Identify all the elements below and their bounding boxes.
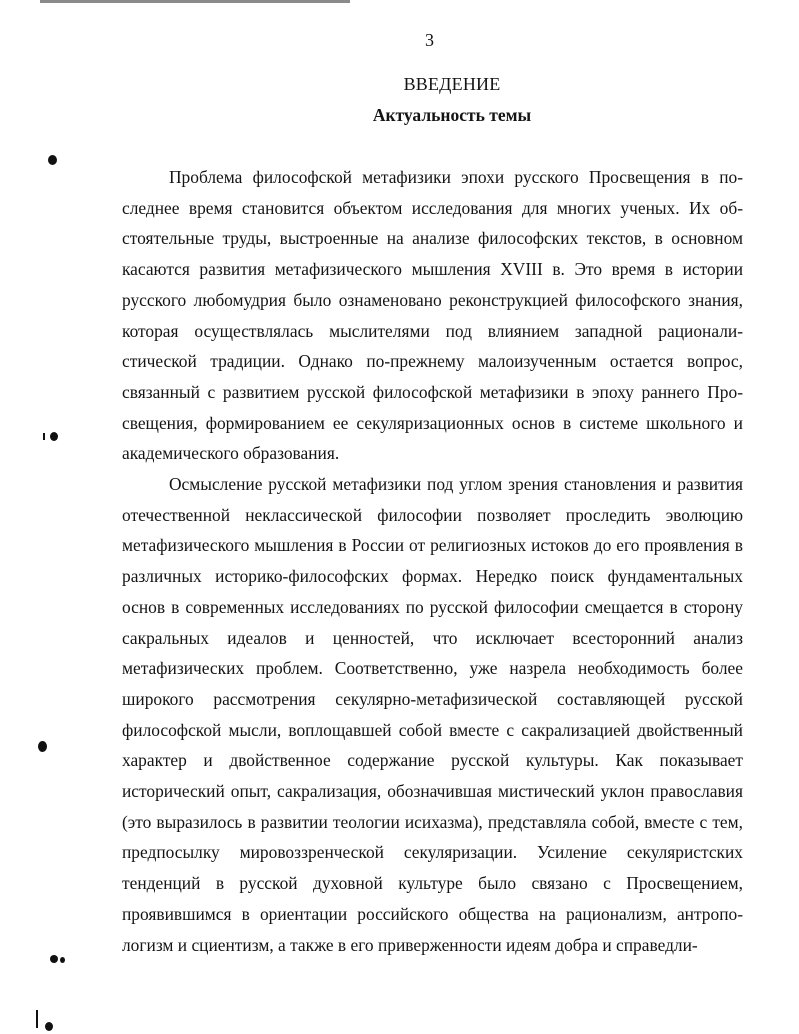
- paragraph-1: Проблема философской метафизики эпохи русского Просвещения в последнее время становится объектом исследования для многих ученых. Их обстоятельные труды, выстроенные на анализе философских текстов, в основном касаются развития метафизического мышления XVIII в. Это время в истории русского любомудрия было ознаменовано реконструкцией философского знания, которая осуществлялась мыслителями под влиянием западной рационалистической традиции. Однако по-прежнему малоизученным остается вопрос, связанный с развитием русской философской метафизики в эпоху раннего Просвещения, формированием ее секуляризационных основ в системе школьного и академического образования.: [122, 167, 743, 464]
- section-subtitle: Актуальность темы: [372, 105, 532, 125]
- binding-hole-mark: [50, 432, 58, 441]
- paragraph-2: Осмысление русской метафизики под углом зрения становления и развития отечественной неклассической философии позволяет проследить эволюцию метафизического мышления в России от религиозных истоков до его проявления в различных историко-философских формах. Нередко поиск фундаментальных основ в современных исследованиях по русской философии смещается в сторону сакральных идеалов и ценностей, что исключает всесторонний анализ метафизических проблем. Соответственно, уже назрела необходимость более широкого рассмотрения секулярно-метафизической составляющей русской философской мысли, воплощавшей собой вместе с сакрализацией двойственный характер и двойственное содержание русской культуры. Как показывает исторический опыт, сакрализация, обозначившая мистический уклон православия (это выразилось в развитии теологии исихазма), представляла собой, вместе с тем, предпосылку мировоззренческой секуляризации. Усиление секуляристских тенденций в русской духовной культуре было связано с Просвещением, проявившимся в ориентации российского общества на рационализм, антропологизм и сциентизм, а также в его приверженности идеям добра и справедли-: [122, 474, 743, 955]
- binding-hole-mark: [48, 155, 57, 165]
- binding-hole-mark: [36, 1010, 38, 1028]
- scan-top-rule: [40, 0, 350, 3]
- binding-hole-mark: [60, 957, 65, 963]
- section-title: ВВЕДЕНИЕ: [403, 74, 501, 94]
- page-number: 3: [425, 30, 434, 50]
- binding-hole-mark: [45, 1022, 53, 1031]
- binding-hole-mark: [43, 433, 45, 440]
- binding-hole-mark: [50, 955, 58, 963]
- body-text: [122, 162, 743, 960]
- binding-hole-mark: [38, 741, 47, 752]
